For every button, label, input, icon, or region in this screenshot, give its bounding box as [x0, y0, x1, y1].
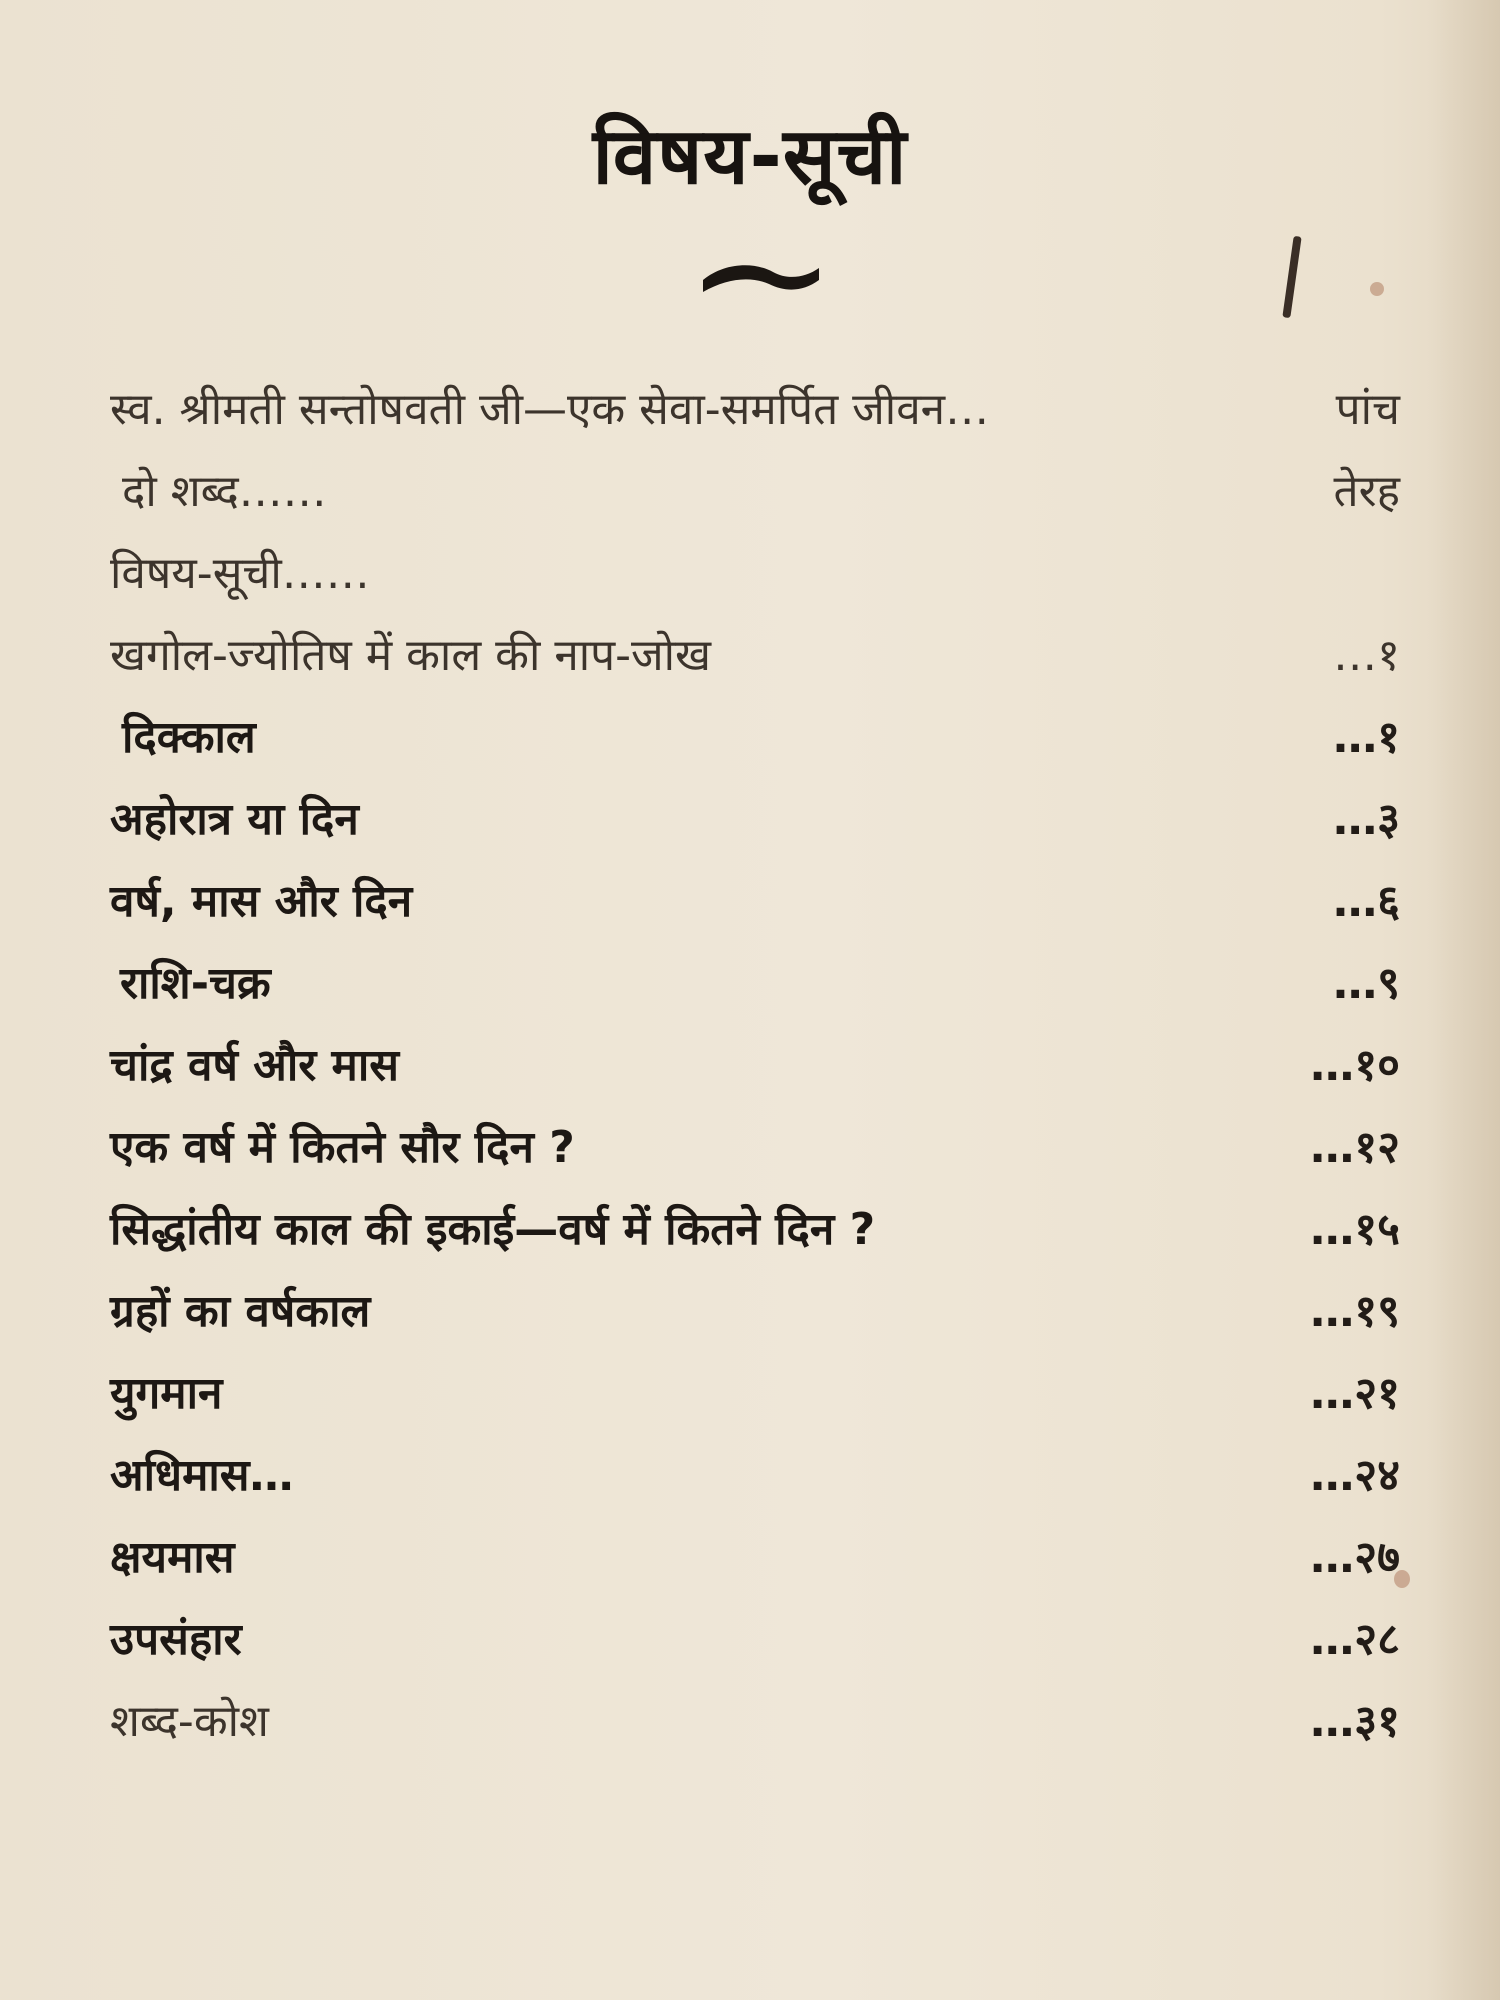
title-ornament-icon	[695, 258, 825, 298]
toc-entry-title: उपसंहार	[110, 1614, 242, 1665]
toc-entry-title: राशि-चक्र	[120, 958, 271, 1009]
toc-entry-title: दिक्काल	[122, 712, 256, 763]
toc-row	[110, 946, 1400, 1016]
toc-entry-page: …१०	[1310, 1040, 1400, 1091]
toc-row	[110, 1110, 1400, 1180]
toc-entry-page: …२७	[1310, 1532, 1400, 1583]
toc-entry-page: …१	[1333, 712, 1400, 763]
toc-entry-page: …१९	[1310, 1286, 1400, 1337]
paper-spot	[1370, 282, 1384, 296]
toc-entry-page: तेरह	[1333, 466, 1400, 517]
toc-entry-page: पांच	[1335, 384, 1400, 435]
toc-entry-page: …२४	[1310, 1450, 1400, 1501]
toc-entry-page: …१	[1333, 630, 1400, 681]
toc-entry-title: स्व. श्रीमती सन्तोषवती जी—एक सेवा-समर्पित जीवन…	[110, 384, 990, 435]
toc-row	[110, 454, 1400, 524]
toc-row	[110, 372, 1400, 442]
toc-entry-page: …३१	[1310, 1696, 1400, 1747]
toc-row	[110, 1520, 1400, 1590]
page-title: विषय-सूची	[592, 112, 908, 202]
toc-entry-page: …६	[1333, 876, 1400, 927]
pen-mark	[1282, 236, 1301, 318]
toc-row	[110, 536, 1400, 606]
toc-entry-page: …२१	[1310, 1368, 1400, 1419]
toc-entry-page: …१५	[1310, 1204, 1400, 1255]
toc-entry-title: ग्रहों का वर्षकाल	[110, 1286, 371, 1337]
toc-row	[110, 1356, 1400, 1426]
toc-entry-title: क्षयमास	[110, 1532, 235, 1583]
toc-entry-page: …१२	[1310, 1122, 1400, 1173]
toc-entry-title: वर्ष, मास और दिन	[110, 876, 413, 927]
toc-entry-title: चांद्र वर्ष और मास	[110, 1040, 400, 1091]
toc-row	[110, 1438, 1400, 1508]
toc-row	[110, 1684, 1400, 1754]
toc-entry-page: …३	[1333, 794, 1400, 845]
toc-row	[110, 1602, 1400, 1672]
toc-row	[110, 618, 1400, 688]
toc-row	[110, 864, 1400, 934]
toc-entry-page: …२८	[1310, 1614, 1400, 1665]
toc-row	[110, 1192, 1400, 1262]
toc-row	[110, 700, 1400, 770]
toc-entry-title: युगमान	[110, 1368, 223, 1419]
toc-row	[110, 1028, 1400, 1098]
toc-entry-title: खगोल-ज्योतिष में काल की नाप-जोख	[110, 630, 712, 681]
toc-entry-title: विषय-सूची……	[110, 548, 370, 599]
toc-entry-page: …९	[1333, 958, 1400, 1009]
toc-entry-title: अहोरात्र या दिन	[110, 794, 359, 845]
toc-row	[110, 1274, 1400, 1344]
toc-entry-title: दो शब्द……	[122, 466, 327, 517]
toc-entry-title: सिद्धांतीय काल की इकाई—वर्ष में कितने दिन ?	[110, 1204, 876, 1255]
toc-entry-title: एक वर्ष में कितने सौर दिन ?	[110, 1122, 575, 1173]
toc-entry-title: अधिमास…	[110, 1450, 294, 1501]
toc-row	[110, 782, 1400, 852]
page-edge-shadow	[1430, 0, 1500, 2000]
toc-entry-title: शब्द-कोश	[110, 1696, 269, 1747]
